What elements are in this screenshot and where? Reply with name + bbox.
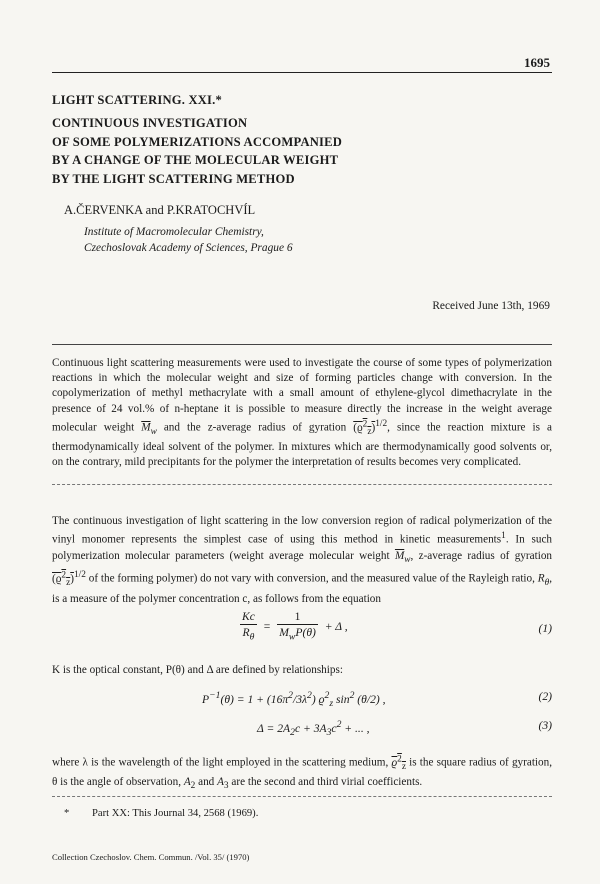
page-number: 1695 [524,55,550,70]
equation-2: $P^{-1}(\theta) = 1 + (16\pi^2/3\lambda^2)$ $ϱ^2_z$ $\sin^2 (\theta/2)$ , (2) [202,690,552,710]
footnote-rule [52,796,552,797]
equation-1: $\frac{Kc}{R_\theta}$ = $\frac{1}{M_wP(\theta)}$ + Δ , (1) [242,610,552,643]
abstract-text-3: , since the reaction mixture is a thermodynamically ideal solvent of the polymer. In mixtures which are thermodynamically good solvents or, on the contrary, mild precipitants for the polymer the interpretation of results becomes very complicated. [52,421,553,469]
abstract-text-1: Continuous light scattering measurements were used to investigate the course of some types of polymerization reactions in which the molecular weight and size of forming particles change with conversion. In the copolymerization of methyl methacrylate with a small amount of ethylene-glycol dimethacrylate in the presence of 24 vol.% of n-heptane it is possible to measure directly the increase in the weight average molecular weight [52,357,552,434]
article-title [52,114,552,188]
authors: A.ČERVENKA and P.KRATOCHVÍL [64,203,256,217]
title-block [52,93,552,188]
title-line-4: BY THE LIGHT SCATTERING METHOD [52,171,295,186]
equation-2-number: (2) [538,690,552,703]
affiliation-line-2: Czechoslovak Academy of Sciences, Prague 6 [84,242,293,254]
equation-1-number: (1) [538,622,552,635]
body-paragraph-1: The continuous investigation of light scattering in the low conversion region of radical polymerization of the vinyl monomer represents the simplest case of using this method in kinetic measurements$^1$. In such polymerization molecular parameters (weight average molecular weight $\overline{M}_w$, z-average radius of gyration $(ϱ^2_z)^{1/2}$ of the forming polymer) do not vary with conversion, and the measured value of the Rayleigh ratio, $R_\theta$, is a measure of the polymer concentration c, as follows from the equation [52,515,553,605]
mw-symbol: $\overline{M}$ [141,421,151,434]
abstract-top-rule [52,344,552,345]
body-paragraph-2: K is the optical constant, P(θ) and Δ are defined by relationships: [52,664,343,676]
gyration-exponent: 1/2 [375,418,388,429]
affiliation-line-1: Institute of Macromolecular Chemistry, [84,226,264,238]
journal-footer: Collection Czechoslov. Chem. Commun. /Vol. 35/ (1970) [52,852,250,862]
header-rule [52,72,552,73]
equation-3: $\Delta = 2A_2c + 3A_3c^2$ + ... , (3) [257,719,552,739]
affiliation [84,224,293,256]
title-line-3: BY A CHANGE OF THE MOLECULAR WEIGHT [52,153,339,167]
footnote-marker: * [64,808,70,819]
body-paragraph-3: where λ is the wavelength of the light employed in the scattering medium, $ϱ^2_z$ is the square radius of gyration, θ is the angle of observation, $A_2$ and $A_3$ are the second and third virial coefficients. [52,754,553,792]
abstract [52,356,552,470]
series-title: LIGHT SCATTERING. XXI.* [52,93,222,107]
equation-3-number: (3) [538,719,552,732]
gyration-symbol: $(ϱ^2_z)$ [353,418,376,437]
reference-1: 1 [501,531,506,542]
abstract-bottom-rule [52,484,552,485]
title-line-2: OF SOME POLYMERIZATIONS ACCOMPANIED [52,134,343,149]
title-line-1: CONTINUOUS INVESTIGATION [52,116,248,130]
footnote-text: Part XX: This Journal 34, 2568 (1969). [92,808,259,819]
received-date: Received June 13th, 1969 [432,300,550,312]
mw-subscript: w [150,426,157,437]
abstract-text-2: and the z-average radius of gyration [163,421,347,434]
footnote [64,808,258,819]
